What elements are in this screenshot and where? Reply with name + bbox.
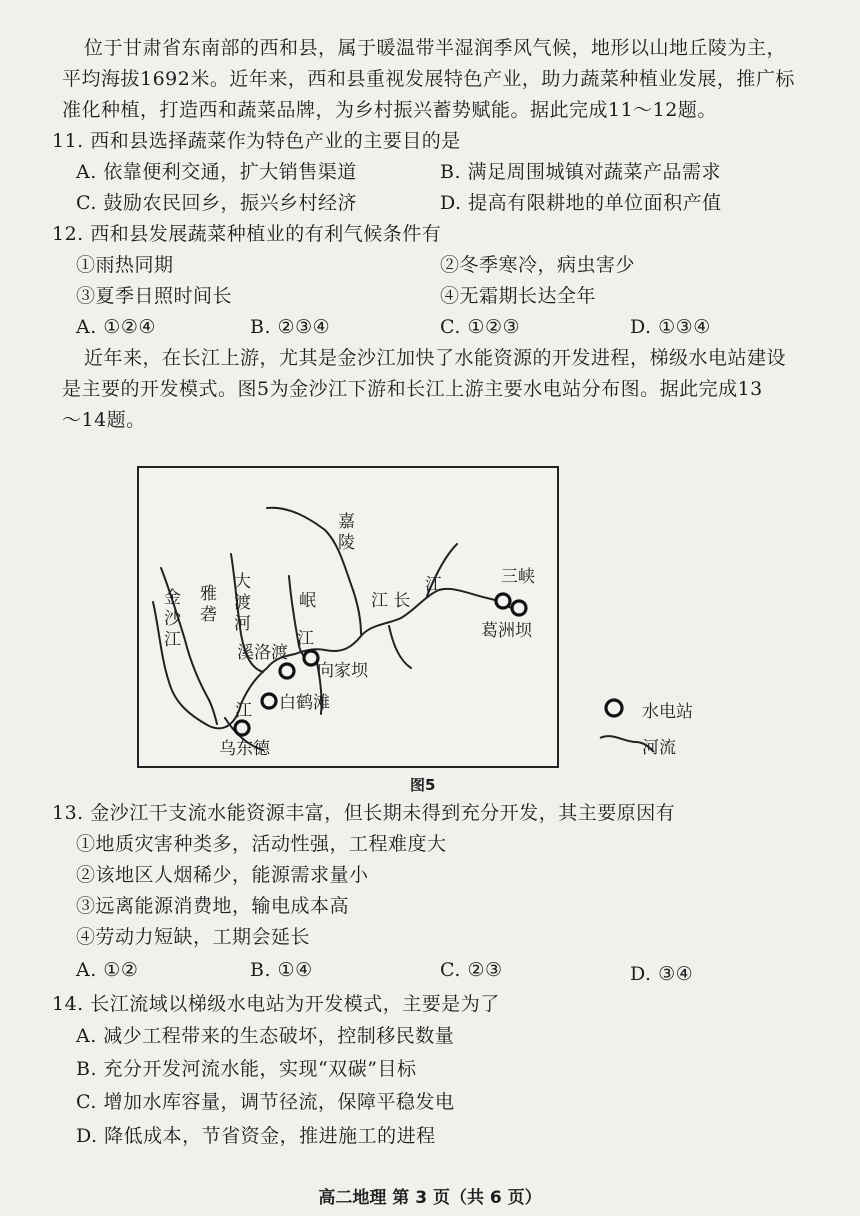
label-dadu: 大渡河 xyxy=(230,572,250,635)
q11-option-d: D. 提高有限耕地的单位面积产值 xyxy=(440,192,722,214)
q12-option-d: D. ①③④ xyxy=(630,316,711,338)
label-sanxia: 三峡 xyxy=(501,567,535,587)
station-xiangjiaba xyxy=(304,651,318,665)
station-sanxia xyxy=(496,594,510,608)
passage2-line3: ～14题。 xyxy=(62,409,146,431)
q12-stem: 12. 西和县发展蔬菜种植业的有利气候条件有 xyxy=(52,223,442,245)
station-baihetan xyxy=(262,694,276,708)
q11-stem: 11. 西和县选择蔬菜作为特色产业的主要目的是 xyxy=(52,130,461,152)
passage1-line2: 平均海拔1692米。近年来，西和县重视发展特色产业，助力蔬菜种植业发展，推广标 xyxy=(62,68,795,90)
station-xiluodu xyxy=(280,664,294,678)
q13-option-b: B. ①④ xyxy=(250,959,313,981)
label-xiangjiaba: 向家坝 xyxy=(317,661,368,681)
q12-statement-1: ①雨热同期 xyxy=(76,254,174,276)
q11-option-b: B. 满足周围城镇对蔬菜产品需求 xyxy=(440,161,722,183)
passage2-line2: 是主要的开发模式。图5为金沙江下游和长江上游主要水电站分布图。据此完成13 xyxy=(62,378,763,400)
label-min: 岷 xyxy=(299,591,316,611)
q14-option-d: D. 降低成本，节省资金，推进施工的进程 xyxy=(76,1125,436,1147)
label-yalong: 雅砻 xyxy=(196,584,216,626)
label-jiang-low: 江 xyxy=(235,701,252,721)
q13-statement-4: ④劳动力短缺，工期会延长 xyxy=(76,926,311,948)
q13-option-d: D. ③④ xyxy=(630,963,694,985)
label-jialing: 嘉陵 xyxy=(334,512,354,554)
label-baihetan: 白鹤滩 xyxy=(279,693,330,713)
figure-caption: 图5 xyxy=(410,776,436,794)
station-gezhouba xyxy=(512,601,526,615)
q13-statement-3: ③远离能源消费地，输电成本高 xyxy=(76,895,350,917)
passage1-line1: 位于甘肃省东南部的西和县，属于暖温带半湿润季风气候，地形以山地丘陵为主， xyxy=(84,37,787,59)
q11-option-c: C. 鼓励农民回乡，振兴乡村经济 xyxy=(76,192,357,214)
hydropower-map xyxy=(137,466,559,768)
q12-statement-2: ②冬季寒冷，病虫害少 xyxy=(440,254,636,276)
tributary-south xyxy=(389,626,411,668)
q12-option-b: B. ②③④ xyxy=(250,316,331,338)
station-wudongde xyxy=(235,721,249,735)
legend-station-label: 水电站 xyxy=(642,702,693,722)
q14-stem: 14. 长江流域以梯级水电站为开发模式，主要是为了 xyxy=(52,993,500,1015)
q12-option-c: C. ①②③ xyxy=(440,316,521,338)
q11-option-a: A. 依靠便利交通，扩大销售渠道 xyxy=(76,161,357,183)
q13-stem: 13. 金沙江干支流水能资源丰富，但长期未得到充分开发，其主要原因有 xyxy=(52,802,676,824)
label-jinsha: 金沙江 xyxy=(160,588,180,651)
page-footer: 高二地理 第 3 页（共 6 页） xyxy=(318,1188,542,1208)
legend-station-icon xyxy=(606,700,622,716)
label-min-jiang: 江 xyxy=(297,629,314,649)
passage2-line1: 近年来，在长江上游，尤其是金沙江加快了水能资源的开发进程，梯级水电站建设 xyxy=(84,347,787,369)
q13-option-a: A. ①② xyxy=(76,959,139,981)
label-xiluodu: 溪洛渡 xyxy=(237,643,288,663)
label-changjiang: 江 长 xyxy=(371,591,411,611)
q12-option-a: A. ①②④ xyxy=(76,316,156,338)
label-wudongde: 乌东德 xyxy=(219,739,270,759)
q13-statement-2: ②该地区人烟稀少，能源需求量小 xyxy=(76,864,369,886)
q14-option-a: A. 减少工程带来的生态破坏，控制移民数量 xyxy=(76,1025,455,1047)
q13-option-c: C. ②③ xyxy=(440,959,503,981)
label-gezhouba: 葛洲坝 xyxy=(481,621,532,641)
legend-river-label: 河流 xyxy=(642,738,676,758)
q13-statement-1: ①地质灾害种类多，活动性强，工程难度大 xyxy=(76,833,447,855)
q12-statement-3: ③夏季日照时间长 xyxy=(76,285,233,307)
q12-statement-4: ④无霜期长达全年 xyxy=(440,285,597,307)
q14-option-b: B. 充分开发河流水能，实现“双碳”目标 xyxy=(76,1058,417,1080)
q14-option-c: C. 增加水库容量，调节径流，保障平稳发电 xyxy=(76,1091,455,1113)
passage1-line3: 准化种植，打造西和蔬菜品牌，为乡村振兴蓄势赋能。据此完成11～12题。 xyxy=(62,99,717,121)
label-jiang-right: 江 xyxy=(425,575,442,595)
